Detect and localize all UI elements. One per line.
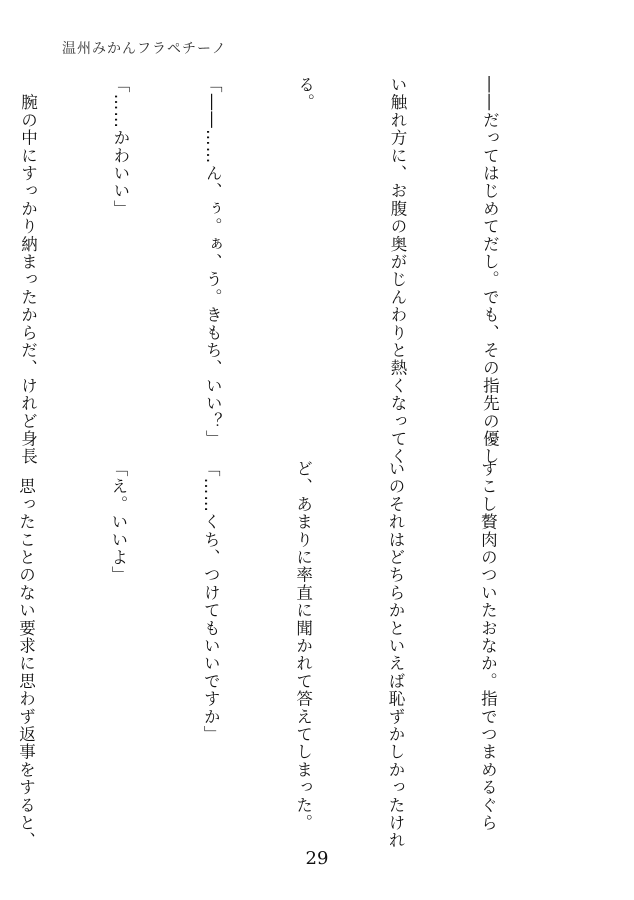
- text-block-bottom: [0, 460, 564, 850]
- text-line: ど、あまりに率直に聞かれて答えてしまった。: [293, 460, 313, 832]
- text-line: 思ったことのない要求に思わず返事をすると、: [16, 460, 36, 850]
- text-line: 「……くち、つけてもいいですか」: [201, 460, 221, 744]
- page-number: 29: [305, 848, 329, 869]
- text-line: ――だってはじめてだし。でも、その指先の優し: [480, 76, 500, 466]
- text-line: 「……かわいい」: [110, 76, 130, 218]
- text-line: いのそれはどちらかといえば恥ずかしかったけれ: [386, 460, 406, 850]
- text-line: い触れ方に、お腹の奥がじんわりと熱くなってく: [388, 76, 408, 466]
- text-line: る。: [295, 76, 315, 112]
- text-line: 「え。いいよ」: [108, 460, 128, 584]
- text-line: 腕の中にすっかり納まったからだ、けれど身長: [18, 76, 38, 466]
- text-block-top: [0, 76, 566, 466]
- text-line: 「――……ん、ぅ。ぁ、う。きもち、いい？」: [203, 76, 223, 448]
- text-line: すこし贅肉のついたおなか。指でつまめるぐら: [478, 460, 498, 832]
- running-title: 温州みかんフラペチーノ: [62, 41, 227, 57]
